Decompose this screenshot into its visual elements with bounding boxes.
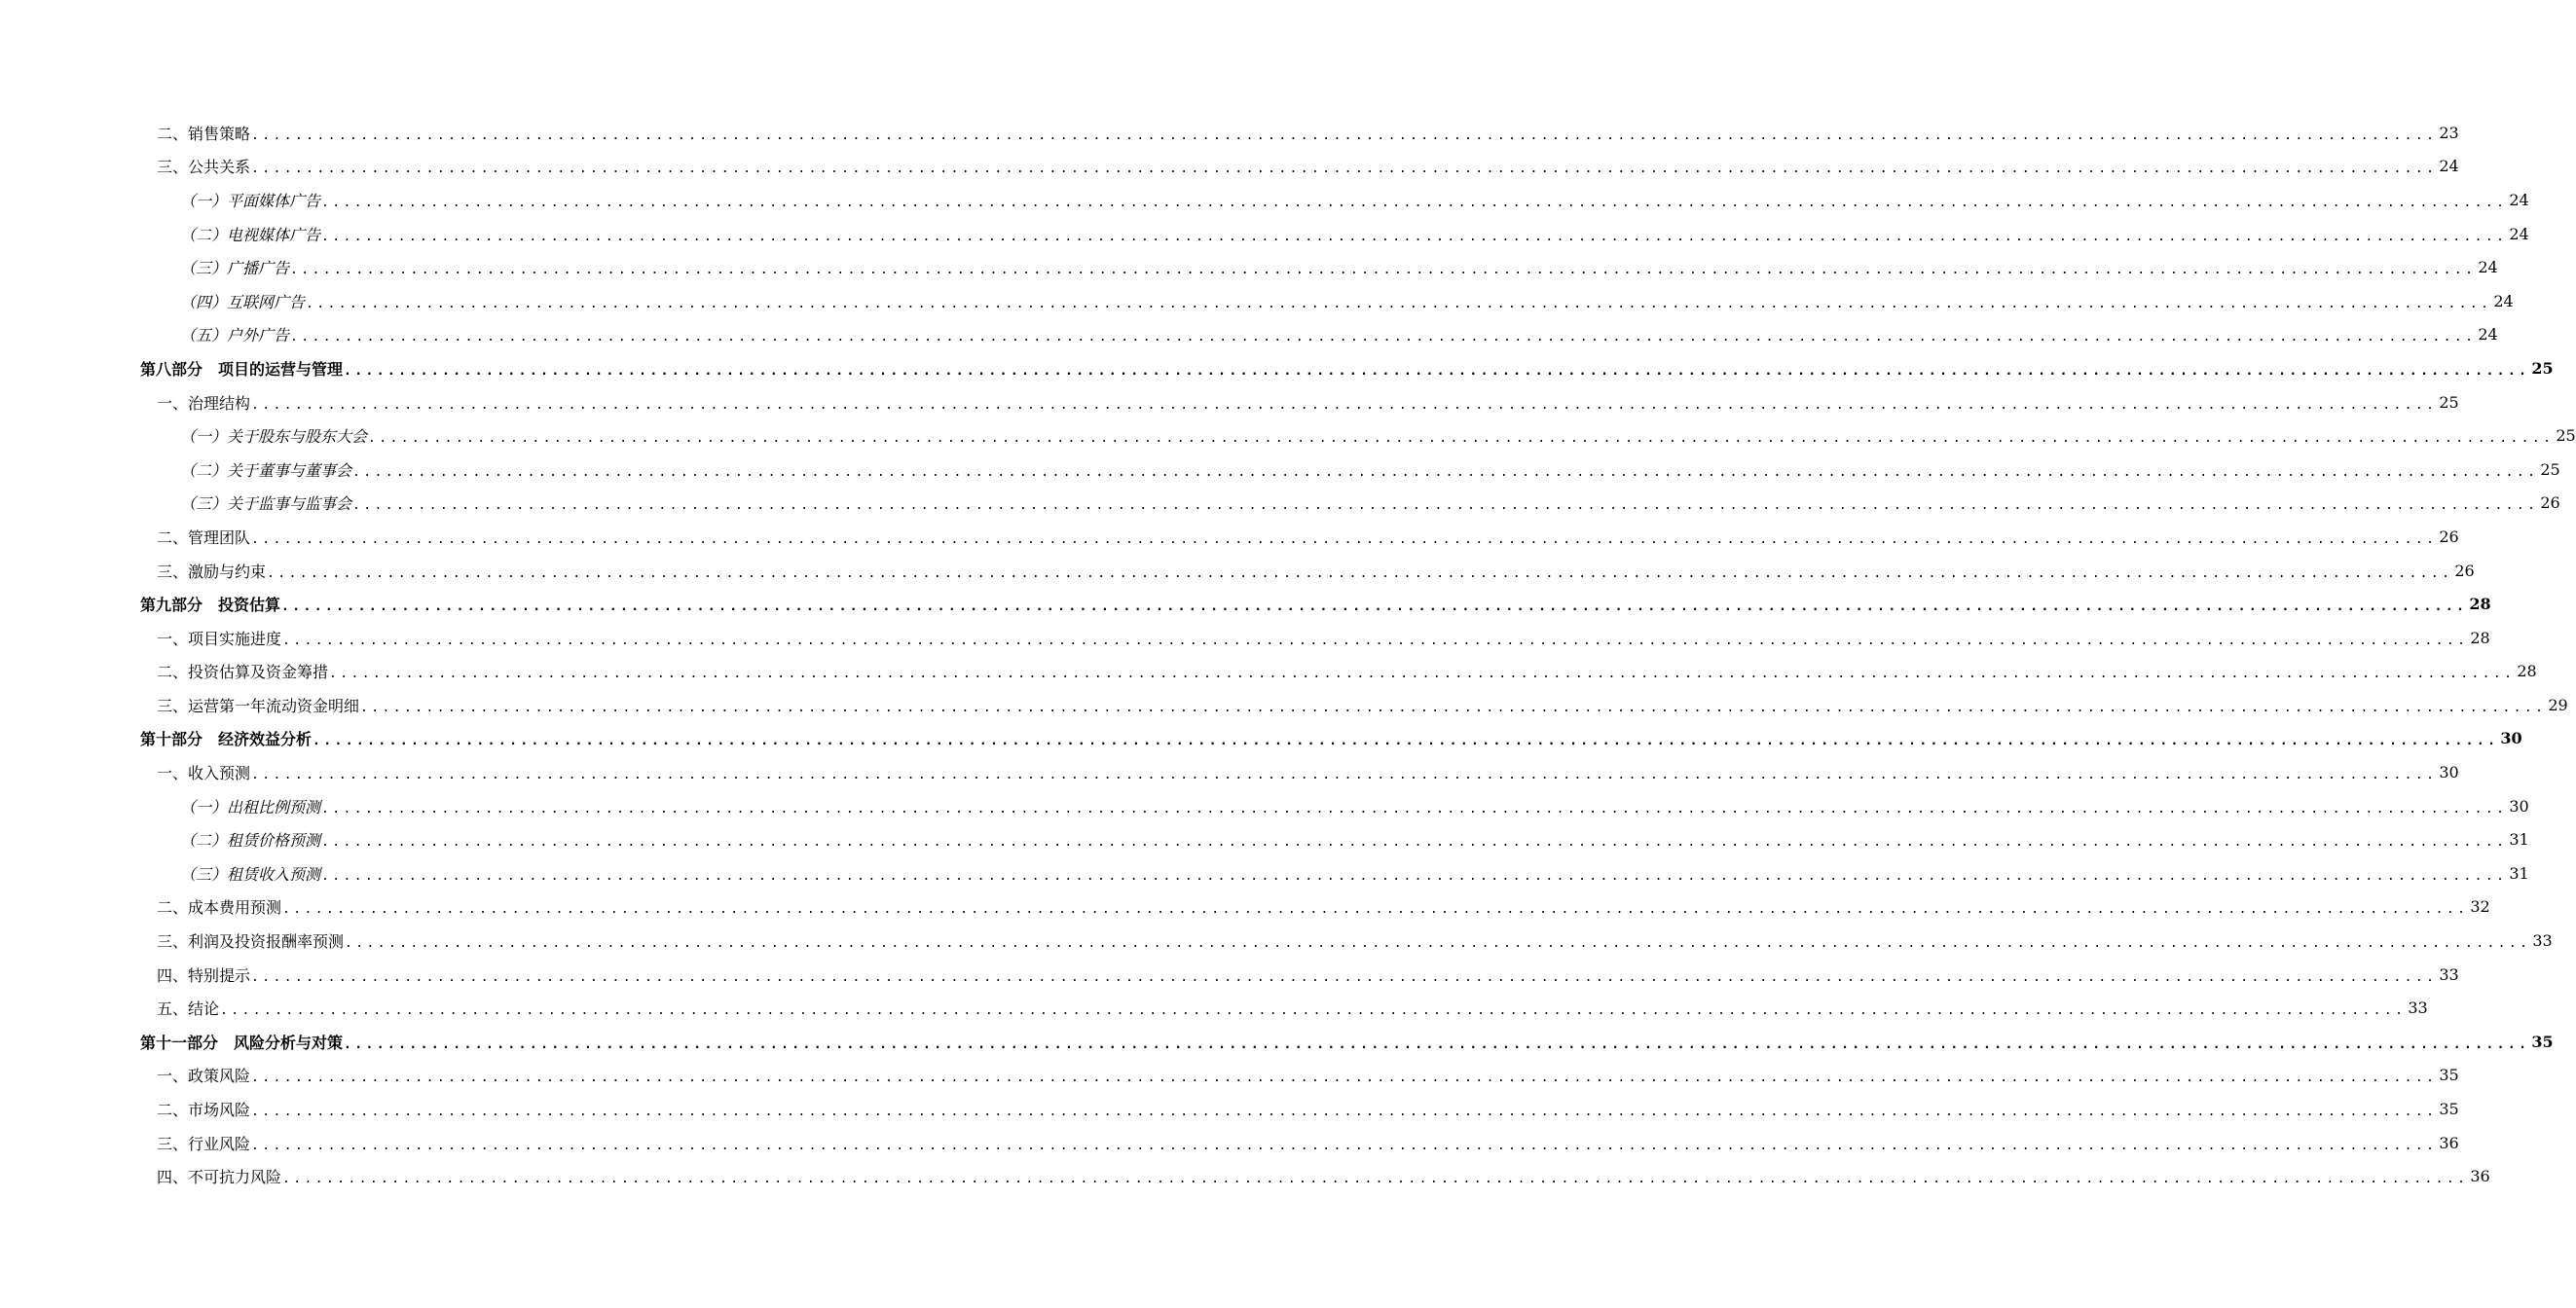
toc-section-entry[interactable]: [0, 1159, 2490, 1193]
toc-entry-label: （三）广播广告: [180, 259, 290, 278]
toc-section-entry[interactable]: [0, 958, 2459, 992]
toc-page-number: 24: [2509, 224, 2529, 243]
dot-leader: ........................................................................................................................................................................................................: [321, 195, 2508, 210]
dot-leader: ........................................................................................................................................................................................................: [368, 431, 2555, 447]
toc-section-entry[interactable]: [0, 150, 2459, 184]
toc-entry-label: 二、投资估算及资金筹措: [157, 663, 329, 682]
toc-section-entry[interactable]: [0, 554, 2475, 588]
toc-entry-label: 四、不可抗力风险: [157, 1168, 282, 1187]
toc-section-entry[interactable]: [0, 890, 2490, 925]
toc-entry-label: 一、项目实施进度: [157, 629, 282, 648]
toc-page-number: 24: [2509, 190, 2529, 209]
toc-subsection-entry[interactable]: [0, 418, 2576, 453]
dot-leader: ........................................................................................................................................................................................................: [282, 902, 2469, 918]
dot-leader: ........................................................................................................................................................................................................: [251, 162, 2438, 177]
toc-page-number: 30: [2500, 729, 2522, 748]
dot-leader: ........................................................................................................................................................................................................: [251, 768, 2438, 783]
dot-leader: ........................................................................................................................................................................................................: [251, 969, 2438, 985]
toc-entry-label: 二、成本费用预测: [157, 898, 282, 918]
dot-leader: ........................................................................................................................................................................................................: [290, 330, 2477, 345]
dot-leader: ........................................................................................................................................................................................................: [306, 296, 2492, 311]
dot-leader: ........................................................................................................................................................................................................: [352, 464, 2539, 480]
toc-page-number: 30: [2509, 796, 2529, 816]
toc-page-number: 33: [2408, 999, 2428, 1018]
toc-section-entry[interactable]: [0, 688, 2568, 722]
toc-entry-label: 一、政策风险: [157, 1067, 251, 1086]
toc-entry-label: （三）租赁收入预测: [180, 864, 321, 884]
dot-leader: ........................................................................................................................................................................................................: [313, 734, 2499, 749]
toc-subsection-entry[interactable]: [0, 217, 2529, 251]
dot-leader: ........................................................................................................................................................................................................: [321, 835, 2508, 851]
dot-leader: ........................................................................................................................................................................................................: [344, 1036, 2530, 1052]
toc-entry-label: 一、收入预测: [157, 764, 251, 783]
dot-leader: ........................................................................................................................................................................................................: [251, 1105, 2438, 1120]
toc-section-entry[interactable]: [0, 520, 2459, 554]
dot-leader: ........................................................................................................................................................................................................: [267, 565, 2453, 581]
toc-page-number: 23: [2439, 123, 2459, 142]
toc-entry-label: （三）关于监事与监事会: [180, 494, 352, 514]
dot-leader: ........................................................................................................................................................................................................: [251, 397, 2438, 413]
toc-subsection-entry[interactable]: [0, 487, 2560, 521]
toc-page-number: 31: [2509, 830, 2529, 850]
dot-leader: ........................................................................................................................................................................................................: [321, 801, 2508, 817]
toc-page-number: 26: [2439, 527, 2459, 546]
toc-subsection-entry[interactable]: [0, 284, 2514, 318]
toc-entry-label: 二、销售策略: [157, 124, 251, 143]
toc-section-entry[interactable]: [0, 655, 2537, 689]
toc-part-heading[interactable]: [0, 722, 2522, 756]
toc-entry-label: 三、利润及投资报酬率预测: [157, 932, 345, 952]
toc-page-number: 29: [2548, 695, 2568, 714]
toc-entry-label: （一）关于股东与股东大会: [180, 427, 368, 447]
toc-page-number: 35: [2439, 1066, 2459, 1085]
toc-section-entry[interactable]: [0, 116, 2459, 150]
dot-leader: ........................................................................................................................................................................................................: [352, 498, 2539, 514]
dot-leader: ........................................................................................................................................................................................................: [329, 667, 2516, 682]
toc-entry-label: （二）关于董事与董事会: [180, 460, 352, 480]
toc-section-entry[interactable]: [0, 621, 2490, 655]
toc-entry-label: 五、结论: [157, 999, 220, 1019]
dot-leader: ........................................................................................................................................................................................................: [360, 700, 2547, 715]
toc-page-number: 33: [2532, 931, 2553, 951]
toc-entry-label: 三、公共关系: [157, 158, 251, 177]
dot-leader: ........................................................................................................................................................................................................: [321, 868, 2508, 884]
dot-leader: ........................................................................................................................................................................................................: [290, 263, 2477, 278]
toc-page-number: 35: [2531, 1032, 2554, 1051]
toc-page-number: 36: [2439, 1133, 2459, 1152]
toc-entry-label: （四）互联网广告: [180, 292, 306, 311]
toc-page-number: 24: [2478, 258, 2498, 277]
toc-page-number: 26: [2540, 493, 2560, 513]
toc-page-number: 28: [2517, 662, 2537, 681]
toc-section-entry[interactable]: [0, 1059, 2459, 1093]
dot-leader: ........................................................................................................................................................................................................: [282, 633, 2469, 648]
toc-entry-label: （五）户外广告: [180, 326, 290, 345]
toc-entry-label: 第八部分 项目的运营与管理: [140, 359, 344, 379]
toc-entry-label: 四、特别提示: [157, 965, 251, 985]
toc-section-entry[interactable]: [0, 991, 2428, 1025]
dot-leader: ........................................................................................................................................................................................................: [251, 1138, 2438, 1153]
toc-page-number: 24: [2493, 291, 2514, 310]
toc-subsection-entry[interactable]: [0, 318, 2498, 352]
toc-entry-label: 三、行业风险: [157, 1134, 251, 1153]
toc-entry-label: 二、管理团队: [157, 527, 251, 547]
toc-entry-label: 三、运营第一年流动资金明细: [157, 696, 360, 715]
toc-page-number: 32: [2470, 897, 2490, 917]
toc-section-entry[interactable]: [0, 1126, 2459, 1160]
toc-entry-label: 一、治理结构: [157, 393, 251, 413]
toc-subsection-entry[interactable]: [0, 822, 2529, 856]
toc-section-entry[interactable]: [0, 1092, 2459, 1126]
toc-section-entry[interactable]: [0, 924, 2553, 958]
toc-subsection-entry[interactable]: [0, 789, 2529, 823]
toc-entry-label: 第十部分 经济效益分析: [140, 730, 313, 749]
toc-subsection-entry[interactable]: [0, 856, 2529, 890]
toc-page-number: 25: [2556, 426, 2576, 446]
toc-page-number: 26: [2454, 561, 2475, 580]
dot-leader: ........................................................................................................................................................................................................: [251, 1071, 2438, 1086]
dot-leader: ........................................................................................................................................................................................................: [345, 936, 2531, 952]
toc-page-number: 25: [2439, 392, 2459, 412]
toc-part-heading[interactable]: [0, 351, 2554, 385]
toc-page-number: 33: [2439, 964, 2459, 984]
toc-entry-label: 三、激励与约束: [157, 562, 267, 581]
dot-leader: ........................................................................................................................................................................................................: [281, 600, 2468, 615]
toc-page-number: 35: [2439, 1100, 2459, 1119]
dot-leader: ........................................................................................................................................................................................................: [321, 229, 2508, 244]
dot-leader: ........................................................................................................................................................................................................: [220, 1003, 2407, 1019]
toc-page-number: 36: [2470, 1167, 2490, 1186]
toc-subsection-entry[interactable]: [0, 250, 2498, 284]
toc-subsection-entry[interactable]: [0, 183, 2529, 217]
toc-page-number: 28: [2469, 595, 2491, 614]
toc-page-number: 31: [2509, 863, 2529, 883]
toc-page-number: 25: [2540, 459, 2560, 479]
toc-entry-label: （一）平面媒体广告: [180, 191, 321, 210]
toc-page-number: 24: [2478, 325, 2498, 345]
dot-leader: ........................................................................................................................................................................................................: [251, 127, 2438, 143]
table-of-contents: [0, 116, 2576, 1193]
toc-entry-label: 第九部分 投资估算: [140, 596, 281, 615]
toc-entry-label: （二）电视媒体广告: [180, 225, 321, 244]
toc-part-heading[interactable]: [0, 587, 2491, 621]
dot-leader: ........................................................................................................................................................................................................: [282, 1172, 2469, 1187]
dot-leader: ........................................................................................................................................................................................................: [344, 363, 2530, 379]
dot-leader: ........................................................................................................................................................................................................: [251, 531, 2438, 547]
toc-entry-label: 第十一部分 风险分析与对策: [140, 1033, 344, 1052]
toc-section-entry[interactable]: [0, 385, 2459, 419]
toc-section-entry[interactable]: [0, 755, 2459, 789]
toc-page-number: 30: [2439, 763, 2459, 782]
toc-page-number: 25: [2531, 358, 2554, 378]
toc-part-heading[interactable]: [0, 1025, 2554, 1059]
toc-page-number: 28: [2470, 628, 2490, 647]
toc-entry-label: （一）出租比例预测: [180, 797, 321, 817]
toc-page-number: 24: [2439, 157, 2459, 176]
toc-subsection-entry[interactable]: [0, 453, 2560, 487]
toc-entry-label: 二、市场风险: [157, 1101, 251, 1120]
toc-entry-label: （二）租赁价格预测: [180, 831, 321, 851]
